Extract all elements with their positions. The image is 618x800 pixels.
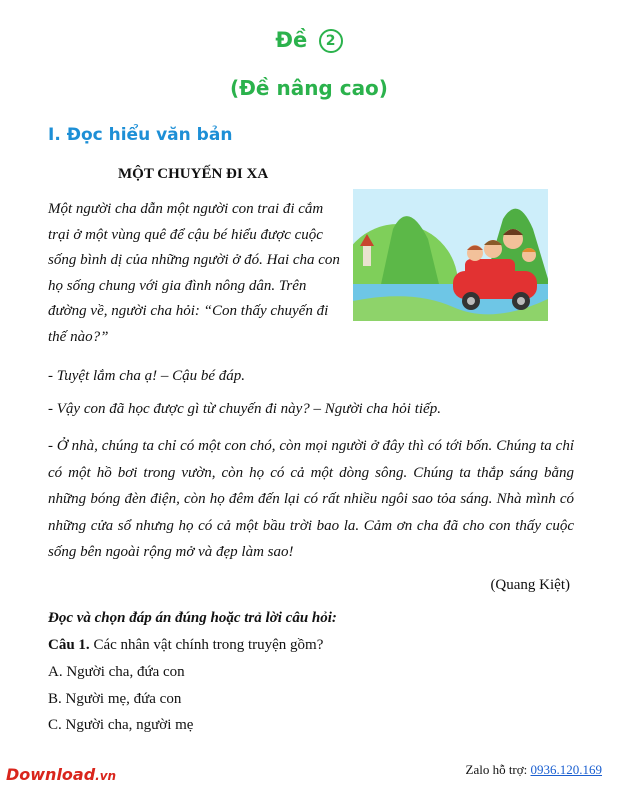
zalo-label: Zalo hỗ trợ: <box>465 762 528 777</box>
logo-main: Download <box>6 765 96 784</box>
dialogue-long-paragraph: - Ở nhà, chúng ta chỉ có một con chó, còn mọi người ở đây thì có tới bốn. Chúng ta chỉ có một hồ bơi trong vườn, còn họ có cả một dòng sông. Chúng ta thắp sáng bằng những bóng đèn điện, còn họ đêm đến lại có rất nhiều ngôi sao tỏa sáng. Nhà mình có những cửa sổ nhưng họ có cả một bầu trời bao la. Cảm ơn cha đã cho con thấy cuộc sống bên ngoài rộng mở và đẹp làm sao! <box>48 438 574 560</box>
dialogue-line-1: - Tuyệt lắm cha ạ! – Cậu bé đáp. <box>48 368 246 384</box>
exam-title-prefix: Đề <box>275 28 308 52</box>
zalo-support <box>466 762 603 778</box>
tower <box>363 244 371 266</box>
exam-number-badge: 2 <box>319 29 343 53</box>
question-instruction: Đọc và chọn đáp án đúng hoặc trả lời câu hỏi: <box>48 610 337 626</box>
answer-option-c: C. Người cha, người mẹ <box>48 717 194 733</box>
dialogue-line-2: - Vậy con đã học được gì từ chuyến đi này? – Người cha hỏi tiếp. <box>48 401 441 417</box>
answer-option-b: B. Người mẹ, đứa con <box>48 691 182 707</box>
story-title: MỘT CHUYẾN ĐI XA <box>118 166 269 182</box>
logo-suffix: .vn <box>95 769 117 783</box>
exam-title <box>0 28 618 53</box>
support-phone-link[interactable]: 0936.120.169 <box>530 762 602 777</box>
story-intro-paragraph: Một người cha dẫn một người con trai đi cắm trại ở một vùng quê để cậu bé hiểu được cuộc sống bình dị của những người ở đó. Hai cha con họ sống chung với gia đình nông dân. Trên đường về, người cha hỏi: “Con thấy chuyến đi thế nào?” <box>48 201 340 345</box>
answer-option-a: A. Người cha, đứa con <box>48 664 185 680</box>
question-1-label: Câu 1. <box>48 637 90 653</box>
question-1-text: Các nhân vật chính trong truyện gồm? <box>93 637 324 653</box>
download-vn-logo[interactable] <box>6 765 116 784</box>
question-1 <box>48 637 323 654</box>
family-car-illustration <box>353 189 548 321</box>
section-heading: I. Đọc hiểu văn bản <box>48 125 233 145</box>
story-author: (Quang Kiệt) <box>490 577 570 593</box>
exam-subtitle: (Đề nâng cao) <box>230 76 388 100</box>
